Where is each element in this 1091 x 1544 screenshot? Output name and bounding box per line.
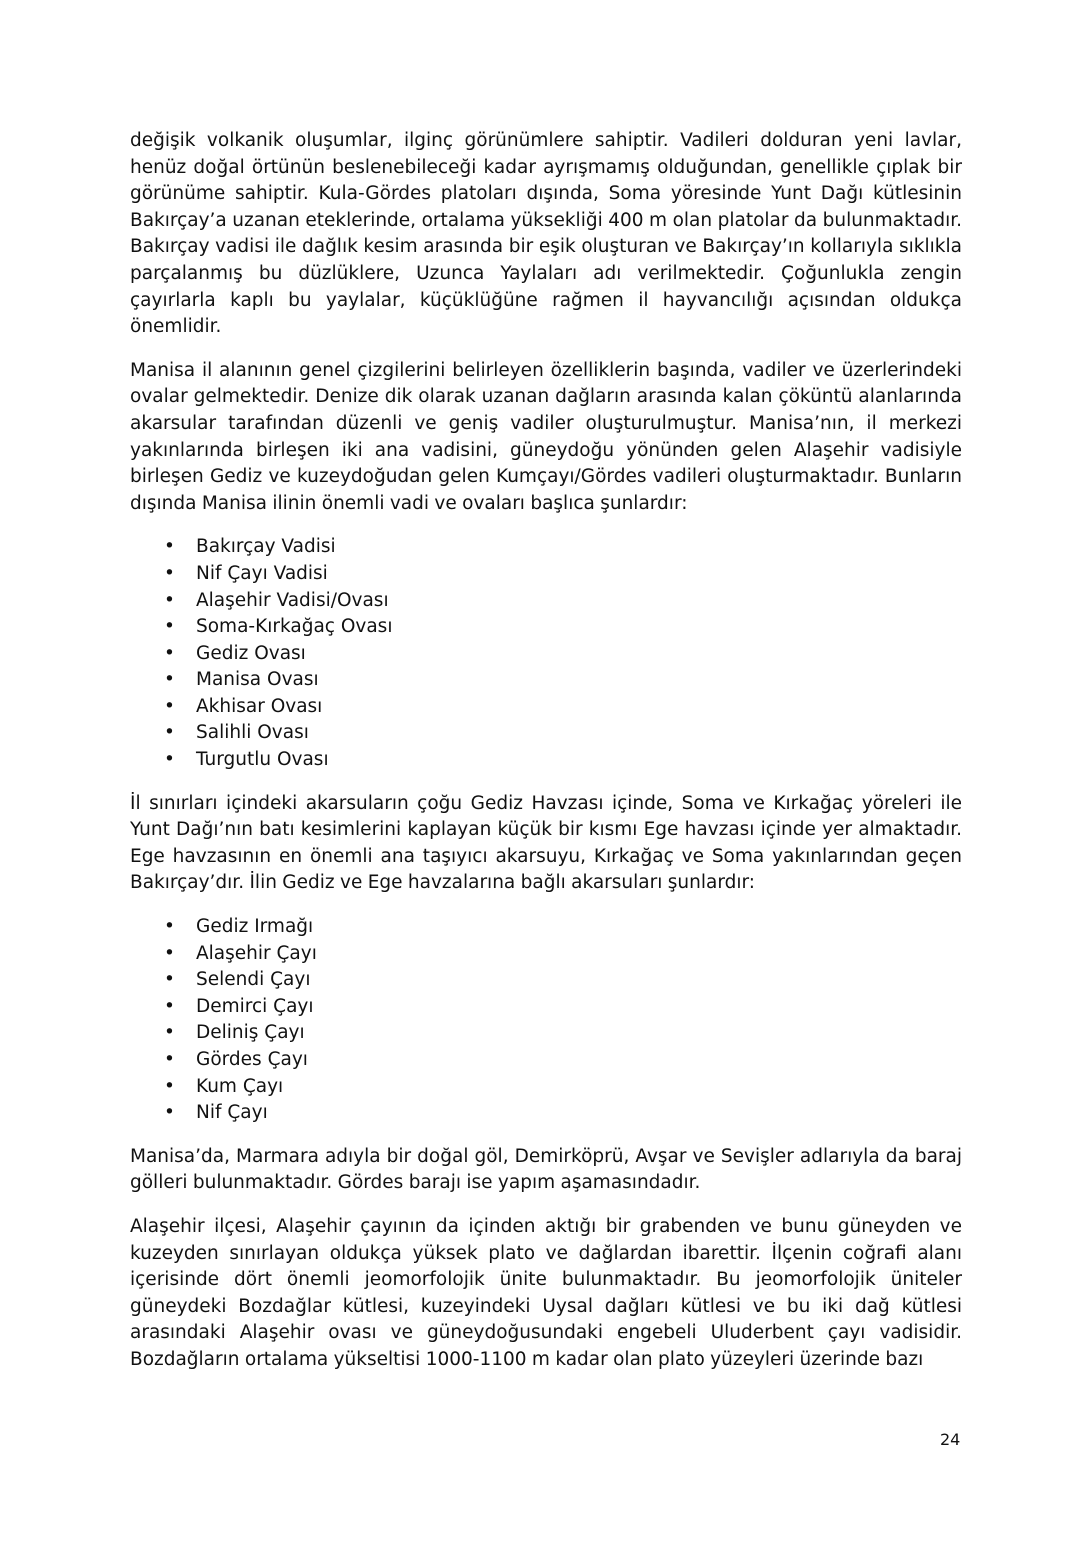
bullet-icon: • <box>164 1102 175 1124</box>
bullet-icon: • <box>164 749 175 771</box>
list-item: • Alaşehir Vadisi/Ovası <box>130 588 962 615</box>
bullet-icon: • <box>164 722 175 744</box>
list-item: • Nif Çayı Vadisi <box>130 561 962 588</box>
list-item: • Manisa Ovası <box>130 667 962 694</box>
list-item: • Deliniş Çayı <box>130 1020 962 1047</box>
valley-list <box>130 534 962 773</box>
list-item: • Gördes Çayı <box>130 1047 962 1074</box>
bullet-icon: • <box>164 562 175 584</box>
page-number: 24 <box>940 1430 961 1449</box>
list-item: • Demirci Çayı <box>130 994 962 1021</box>
paragraph-volcanic-plateaus: değişik volkanik oluşumlar, ilginç görünümlere sahiptir. Vadileri dolduran yeni lavlar, henüz doğal örtünün beslenebileceği kadar ayrışmamış olduğundan, genellikle çıplak bir görünüme sahiptir. Kula-Gördes platoları dışında, Soma yöresinde Yunt Dağı kütlesinin Bakırçay’a uzanan eteklerinde, ortalama yüksekliği 400 m olan platolar da bulunmaktadır. Bakırçay vadisi ile dağlık kesim arasında bir eşik oluşturan ve Bakırçay’ın kollarıyla sıklıkla parçalanmış bu düzlüklere, Uzunca Yaylaları adı verilmektedir. Çoğunlukla zengin çayırlarla kaplı bu yaylalar, küçüklüğüne rağmen il hayvancılığı açısından oldukça önemlidir. <box>130 130 962 338</box>
list-item: • Nif Çayı <box>130 1100 962 1127</box>
bullet-icon: • <box>164 1075 175 1097</box>
bullet-icon: • <box>164 1049 175 1070</box>
list-item: • Selendi Çayı <box>130 967 962 994</box>
paragraph-alasehir: Alaşehir ilçesi, Alaşehir çayının da içinden aktığı bir grabenden ve bunu güneyden ve kuzeyden sınırlayan oldukça yüksek plato ve dağlardan ibarettir. İlçenin coğrafi alanı içerisinde dört önemli jeomorfolojik ünite bulunmaktadır. Bu jeomorfolojik üniteler güneydeki Bozdağlar kütlesi, kuzeyindeki Uysal dağları kütlesi ve bu iki dağ kütlesi arasındaki Alaşehir ovası ve güneydoğusundaki engebeli Uluderbent çayı vadisidir. Bozdağların ortalama yükseltisi 1000-1100 m kadar olan plato yüzeyleri üzerinde bazı <box>130 1215 962 1370</box>
bullet-icon: • <box>164 942 175 964</box>
bullet-icon: • <box>164 616 175 638</box>
list-item: • Turgutlu Ovası <box>130 747 962 774</box>
document-body <box>130 128 962 1374</box>
list-item: • Bakırçay Vadisi <box>130 534 962 561</box>
bullet-icon: • <box>164 642 175 664</box>
bullet-icon: • <box>164 695 175 717</box>
bullet-icon: • <box>164 669 175 691</box>
paragraph-rivers-intro: İl sınırları içindeki akarsuların çoğu Gediz Havzası içinde, Soma ve Kırkağaç yöreleri ile Yunt Dağı’nın batı kesimlerini kaplayan küçük bir kısmı Ege havzası içinde yer almaktadır. Ege havzasının en önemli ana taşıyıcı akarsuyu, Kırkağaç ve Soma yakınlarından geçen Bakırçay’dır. İlin Gediz ve Ege havzalarına bağlı akarsuları şunlardır: <box>130 792 962 894</box>
bullet-icon: • <box>164 536 175 558</box>
paragraph-lakes: Manisa’da, Marmara adıyla bir doğal göl, Demirköprü, Avşar ve Sevişler adlarıyla da baraj gölleri bulunmaktadır. Gördes barajı ise yapım aşamasındadır. <box>130 1145 962 1194</box>
list-item: • Gediz Ovası <box>130 641 962 668</box>
list-item: • Salihli Ovası <box>130 720 962 747</box>
river-list <box>130 914 962 1127</box>
bullet-icon: • <box>164 589 175 611</box>
list-item: • Soma-Kırkağaç Ovası <box>130 614 962 641</box>
list-item: • Akhisar Ovası <box>130 694 962 721</box>
bullet-icon: • <box>164 969 175 991</box>
list-item: • Gediz Irmağı <box>130 914 962 941</box>
bullet-icon: • <box>164 916 175 938</box>
list-item: • Kum Çayı <box>130 1074 962 1101</box>
bullet-icon: • <box>164 995 175 1017</box>
paragraph-valleys-intro: Manisa il alanının genel çizgilerini belirleyen özelliklerin başında, vadiler ve üzerlerindeki ovalar gelmektedir. Denize dik olarak uzanan dağların arasında kalan çöküntü alanlarında akarsular tarafından düzenli ve geniş vadiler oluşturulmuştur. Manisa’nın, il merkezi yakınlarında birleşen iki ana vadisini, güneydoğu yönünden gelen Alaşehir vadisiyle birleşen Gediz ve kuzeydoğudan gelen Kumçayı/Gördes vadileri oluşturmaktadır. Bunların dışında Manisa ilinin önemli vadi ve ovaları başlıca şunlardır: <box>130 359 962 514</box>
list-item: • Alaşehir Çayı <box>130 941 962 968</box>
bullet-icon: • <box>164 1022 175 1044</box>
